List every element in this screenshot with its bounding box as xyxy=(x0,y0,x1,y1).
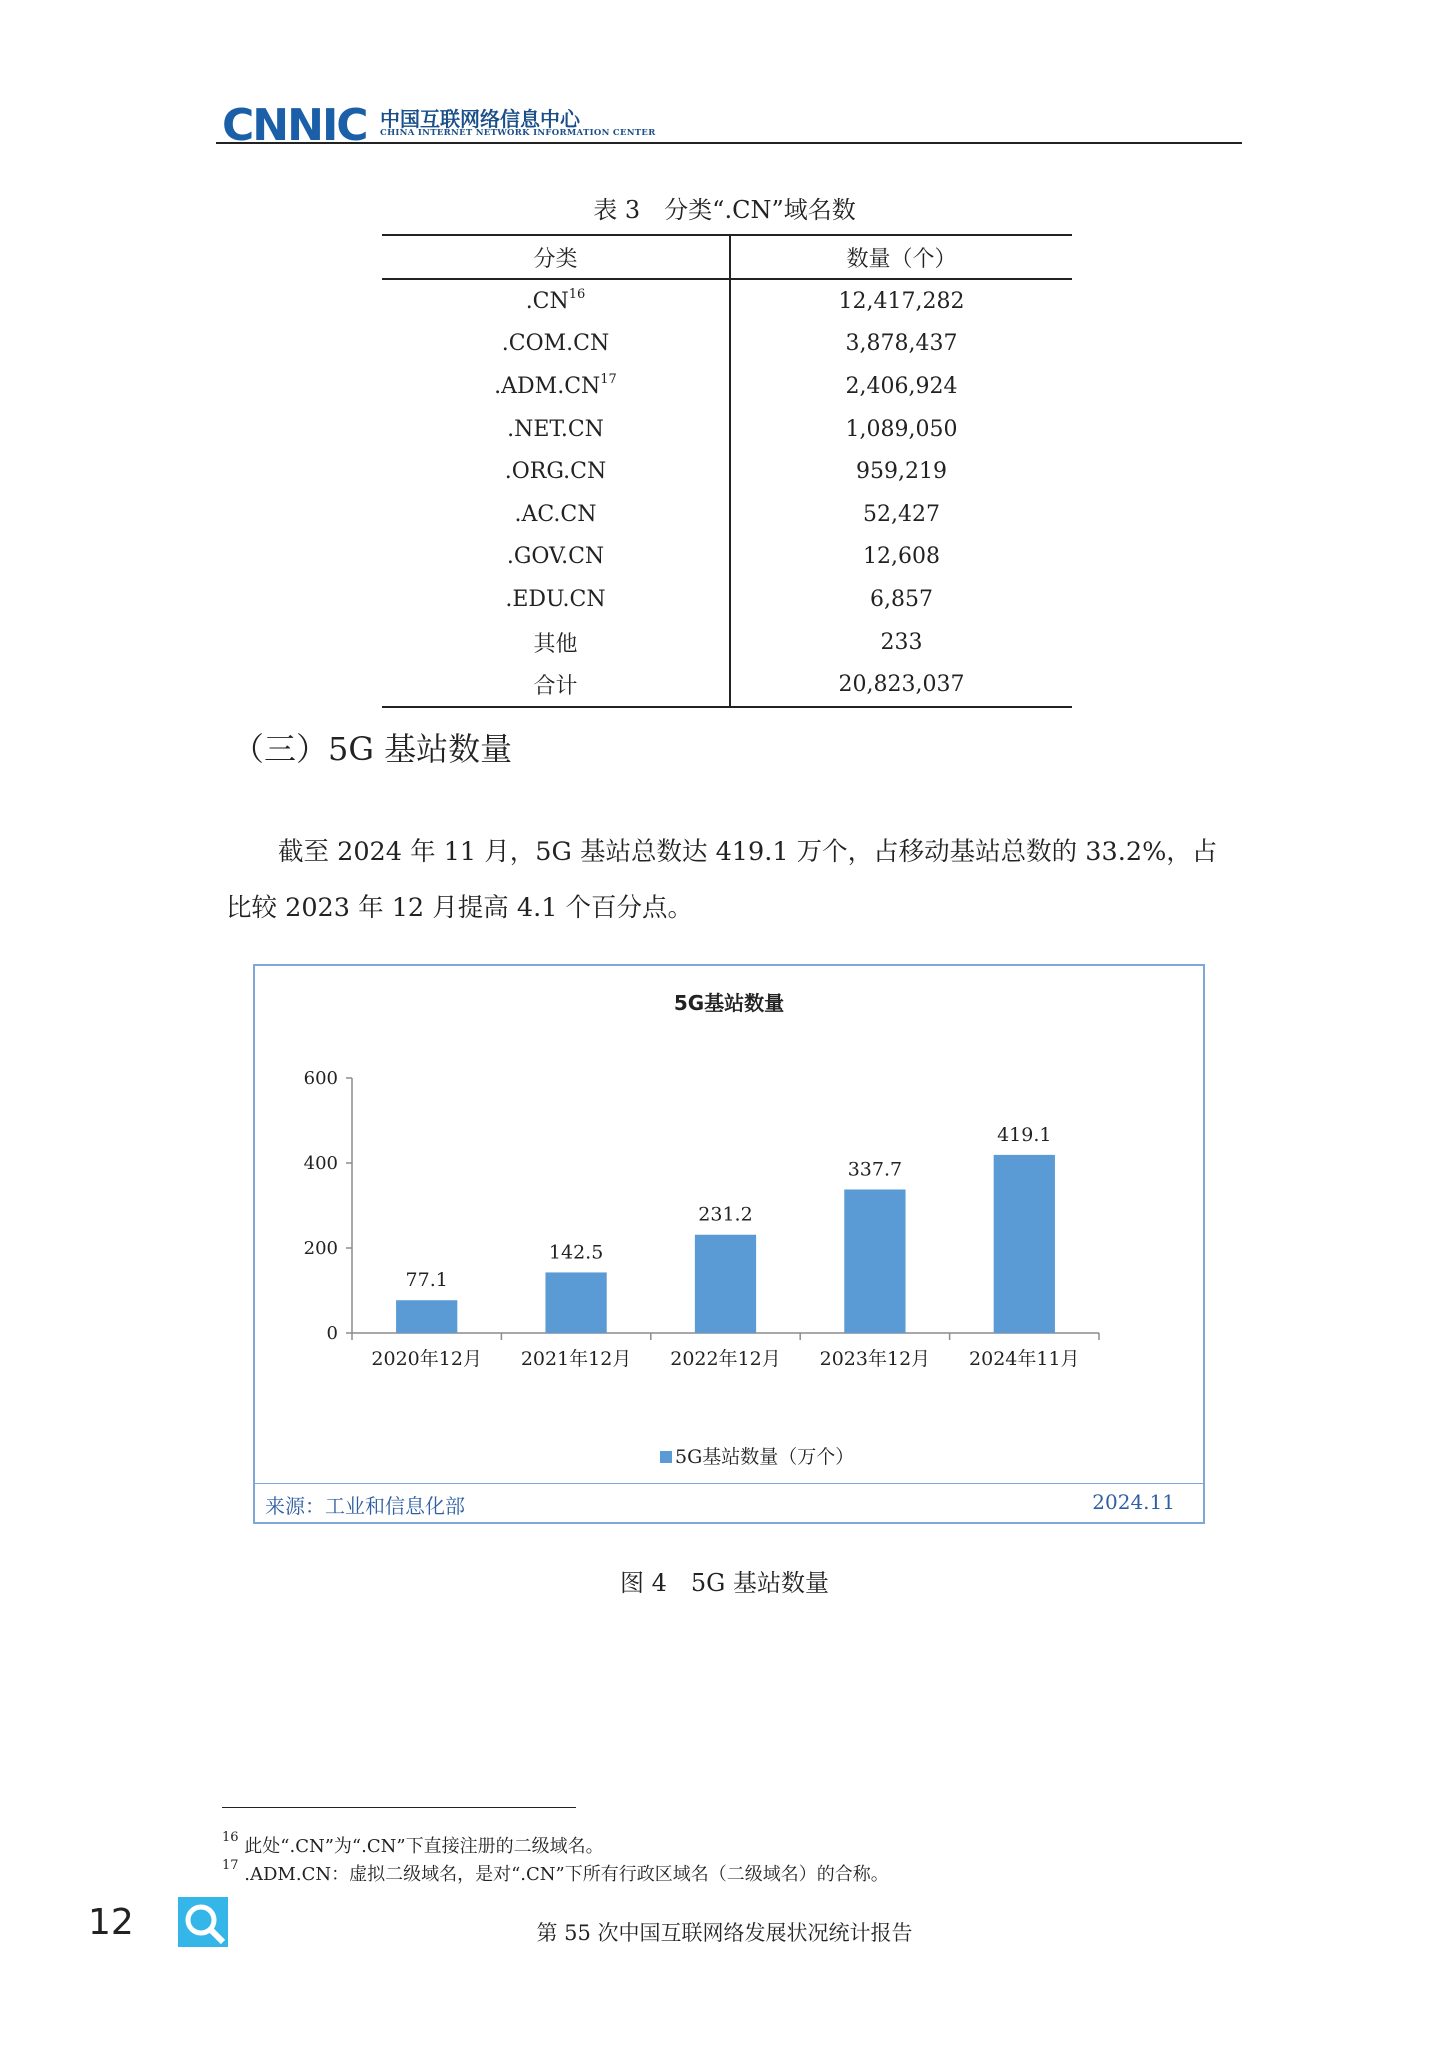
footnote-ref: 17 xyxy=(600,371,617,387)
bar xyxy=(396,1300,457,1333)
domain-category-name: .COM.CN xyxy=(501,331,610,357)
x-tick-label: 2023年12月 xyxy=(819,1348,931,1370)
domain-count-cell: 3,878,437 xyxy=(845,331,958,357)
domain-count-cell: 1,089,050 xyxy=(845,416,958,442)
footnote-17-text: .ADM.CN：虚拟二级域名，是对“.CN”下所有行政区域名（二级域名）的合称。 xyxy=(244,1864,889,1885)
domain-count-cell: 6,857 xyxy=(870,586,933,612)
bar-chart xyxy=(255,966,1203,1483)
bar xyxy=(545,1272,606,1333)
org-name-en: CHINA INTERNET NETWORK INFORMATION CENTER xyxy=(380,128,656,138)
y-tick-label: 200 xyxy=(303,1238,338,1259)
bar xyxy=(844,1189,905,1333)
bar-value-label: 77.1 xyxy=(405,1269,448,1292)
domain-category-name: .NET.CN xyxy=(507,416,604,442)
table-header-count: 数量（个） xyxy=(730,235,1072,279)
table-caption: 表 3 分类“.CN”域名数 xyxy=(593,196,856,224)
domain-count-cell: 12,417,282 xyxy=(838,288,965,314)
table-body xyxy=(382,279,1072,707)
table-header-category: 分类 xyxy=(382,235,730,279)
org-name-cn: 中国互联网络信息中心 xyxy=(380,107,580,131)
table-row xyxy=(382,450,1072,493)
footnote-17-mark: 17 xyxy=(222,1858,239,1873)
domain-category-name: 其他 xyxy=(533,631,578,657)
domain-category-cell xyxy=(382,450,730,493)
domain-category-name: .ADM.CN xyxy=(494,373,601,399)
footnote-rule xyxy=(222,1807,576,1808)
chart-source-bar xyxy=(255,1483,1203,1521)
section-title: （三）5G 基站数量 xyxy=(232,730,513,768)
chart-source: 来源：工业和信息化部 xyxy=(265,1494,465,1518)
domain-count-cell: 233 xyxy=(880,629,923,655)
x-tick-label: 2020年12月 xyxy=(371,1348,482,1370)
domain-category-cell xyxy=(382,365,730,408)
bar-value-label: 231.2 xyxy=(698,1203,753,1226)
domain-category-cell xyxy=(382,621,730,664)
domain-count-cell: 2,406,924 xyxy=(845,373,958,399)
domain-count-cell: 20,823,037 xyxy=(730,663,1072,707)
table-row xyxy=(382,323,1072,366)
domain-category-name: .CN xyxy=(525,288,569,314)
domain-category-name: .GOV.CN xyxy=(506,544,605,570)
x-tick-label: 2021年12月 xyxy=(520,1348,632,1370)
figure-caption: 图 4 5G 基站数量 xyxy=(620,1569,829,1597)
domain-category-cell xyxy=(382,408,730,451)
domain-category-cell xyxy=(382,663,730,707)
chart-title: 5G基站数量 xyxy=(673,991,785,1015)
x-tick-label: 2024年11月 xyxy=(969,1348,1080,1370)
table-row xyxy=(382,408,1072,451)
page-number: 12 xyxy=(88,1902,134,1943)
bar-value-label: 337.7 xyxy=(847,1158,903,1181)
bar-value-label: 419.1 xyxy=(997,1123,1052,1146)
domain-category-cell xyxy=(382,493,730,536)
cnnic-logo: CNNIC xyxy=(222,100,367,151)
domain-category-name: .AC.CN xyxy=(514,501,597,527)
table-row xyxy=(382,365,1072,408)
domain-count-cell: 12,608 xyxy=(863,544,940,570)
domain-count-cell: 52,427 xyxy=(863,501,940,527)
domain-category-name: .ORG.CN xyxy=(504,459,607,485)
y-tick-label: 600 xyxy=(303,1068,338,1089)
legend-swatch xyxy=(660,1451,672,1463)
footnote-17 xyxy=(222,1860,889,1886)
bar xyxy=(994,1155,1055,1333)
chart-frame xyxy=(253,964,1205,1524)
header-rule xyxy=(216,142,1242,144)
bar xyxy=(695,1235,756,1333)
table-row xyxy=(382,621,1072,664)
domain-category-cell xyxy=(382,578,730,621)
domain-category-cell xyxy=(382,279,730,323)
domain-category-cell xyxy=(382,536,730,579)
table-row xyxy=(382,578,1072,621)
table-row xyxy=(382,279,1072,323)
domain-category-name: 合计 xyxy=(533,674,578,700)
footnote-16-text: 此处“.CN”为“.CN”下直接注册的二级域名。 xyxy=(244,1836,604,1857)
legend-label: 5G基站数量（万个） xyxy=(675,1446,855,1468)
table-row xyxy=(382,536,1072,579)
domain-category-cell xyxy=(382,323,730,366)
footnote-16-mark: 16 xyxy=(222,1830,239,1845)
y-tick-label: 0 xyxy=(326,1323,338,1344)
table-header-row xyxy=(382,235,1072,279)
domain-category-name: .EDU.CN xyxy=(505,586,606,612)
footnote-ref: 16 xyxy=(568,286,586,302)
domain-count-table xyxy=(382,234,1072,708)
report-title: 第 55 次中国互联网络发展状况统计报告 xyxy=(536,1921,913,1945)
table-row xyxy=(382,663,1072,707)
body-paragraph: 截至 2024 年 11 月，5G 基站总数达 419.1 万个，占移动基站总数的 33.2%，占比较 2023 年 12 月提高 4.1 个百分点。 xyxy=(226,837,1218,923)
y-tick-label: 400 xyxy=(303,1153,338,1174)
table-row xyxy=(382,493,1072,536)
footnote-16 xyxy=(222,1832,604,1858)
domain-count-cell: 959,219 xyxy=(856,459,947,485)
bar-value-label: 142.5 xyxy=(548,1241,604,1264)
chart-date: 2024.11 xyxy=(1092,1490,1175,1514)
x-tick-label: 2022年12月 xyxy=(670,1348,781,1370)
